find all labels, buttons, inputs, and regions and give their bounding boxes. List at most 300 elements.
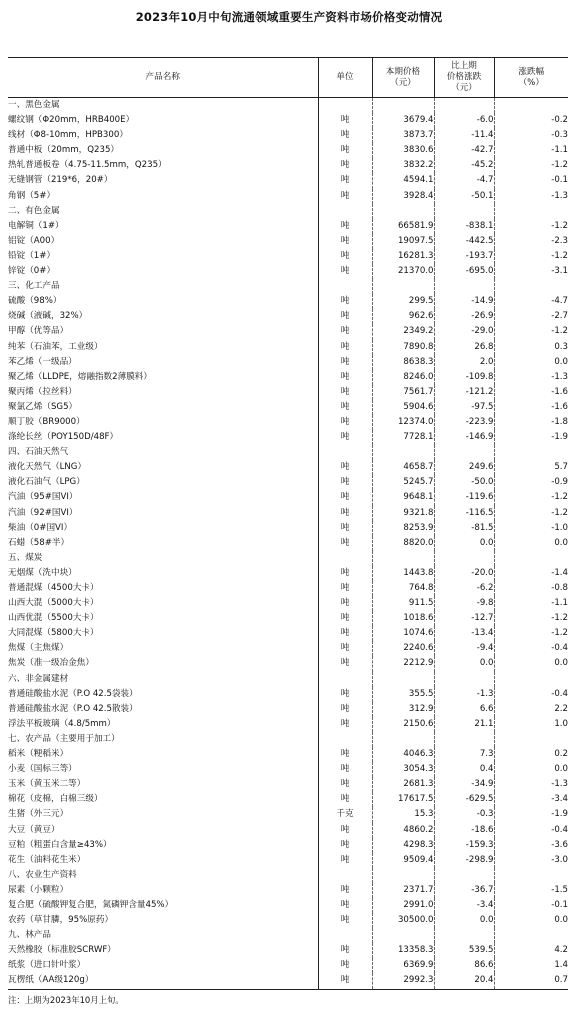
unit-cell: 吨 bbox=[318, 717, 372, 732]
unit-cell: 吨 bbox=[318, 264, 372, 279]
unit-cell: 吨 bbox=[318, 506, 372, 521]
table-row bbox=[8, 234, 568, 249]
change-cell: -442.5 bbox=[434, 234, 494, 249]
category-title: 一、黑色金属 bbox=[8, 100, 60, 110]
unit-cell: 吨 bbox=[318, 385, 372, 400]
product-name: 尿素（小颗粒） bbox=[8, 884, 69, 895]
price-cell: 12374.0 bbox=[372, 415, 434, 430]
table-row bbox=[8, 762, 568, 777]
pct-cell: -0.9 bbox=[494, 475, 568, 490]
pct-cell: -4.7 bbox=[494, 294, 568, 309]
change-cell: -18.6 bbox=[434, 823, 494, 838]
pct-cell: -1.9 bbox=[494, 807, 568, 822]
empty-cell bbox=[494, 732, 568, 747]
empty-cell bbox=[372, 279, 434, 294]
price-cell: 3054.3 bbox=[372, 762, 434, 777]
unit-cell: 吨 bbox=[318, 536, 372, 551]
unit-cell: 吨 bbox=[318, 370, 372, 385]
empty-cell bbox=[318, 928, 372, 943]
price-cell: 962.6 bbox=[372, 309, 434, 324]
pct-cell: -1.5 bbox=[494, 883, 568, 898]
product-name: 螺纹钢（Φ20mm，HRB400E） bbox=[8, 115, 135, 126]
change-cell: -50.0 bbox=[434, 475, 494, 490]
price-cell: 2991.0 bbox=[372, 898, 434, 913]
pct-cell: 0.0 bbox=[494, 762, 568, 777]
pct-cell: 5.7 bbox=[494, 460, 568, 475]
product-name: 稻米（粳稻米） bbox=[8, 749, 69, 760]
price-cell: 764.8 bbox=[372, 581, 434, 596]
empty-cell bbox=[318, 868, 372, 883]
unit-cell: 吨 bbox=[318, 792, 372, 807]
product-name: 顺丁胶（BR9000） bbox=[8, 416, 85, 427]
product-name: 硫酸（98%） bbox=[8, 296, 62, 307]
price-cell: 312.9 bbox=[372, 702, 434, 717]
price-cell: 21370.0 bbox=[372, 264, 434, 279]
change-cell: -12.7 bbox=[434, 611, 494, 626]
unit-cell: 千克 bbox=[318, 807, 372, 822]
price-cell: 3928.4 bbox=[372, 189, 434, 204]
unit-cell: 吨 bbox=[318, 581, 372, 596]
product-name: 生猪（外三元） bbox=[8, 809, 69, 820]
table-row bbox=[8, 807, 568, 822]
change-cell: 7.3 bbox=[434, 747, 494, 762]
table-row bbox=[8, 581, 568, 596]
unit-cell: 吨 bbox=[318, 762, 372, 777]
pct-cell: 4.2 bbox=[494, 943, 568, 958]
product-name: 农药（草甘膦，95%原药） bbox=[8, 915, 114, 926]
table-row bbox=[8, 898, 568, 913]
pct-cell: -1.2 bbox=[494, 324, 568, 339]
product-name: 石蜡（58#半） bbox=[8, 537, 70, 548]
pct-cell: -0.1 bbox=[494, 898, 568, 913]
category-title: 六、非金属建材 bbox=[8, 673, 69, 684]
table-row bbox=[8, 913, 568, 928]
pct-cell: -3.1 bbox=[494, 264, 568, 279]
price-cell: 3679.4 bbox=[372, 113, 434, 128]
change-cell: -20.0 bbox=[434, 566, 494, 581]
unit-cell: 吨 bbox=[318, 521, 372, 536]
table-row bbox=[8, 717, 568, 732]
empty-cell bbox=[372, 672, 434, 687]
product-name: 锌锭（0#） bbox=[8, 266, 56, 277]
empty-cell bbox=[434, 928, 494, 943]
unit-cell: 吨 bbox=[318, 853, 372, 868]
pct-cell: -1.6 bbox=[494, 385, 568, 400]
price-cell: 3873.7 bbox=[372, 128, 434, 143]
change-cell: -146.9 bbox=[434, 430, 494, 445]
price-cell: 4298.3 bbox=[372, 838, 434, 853]
change-cell: 21.1 bbox=[434, 717, 494, 732]
empty-cell bbox=[434, 551, 494, 566]
product-name: 山西优混（5500大卡） bbox=[8, 613, 99, 624]
table-row bbox=[8, 219, 568, 234]
unit-cell: 吨 bbox=[318, 219, 372, 234]
unit-cell: 吨 bbox=[318, 143, 372, 158]
pct-cell: -1.3 bbox=[494, 777, 568, 792]
price-cell: 6369.9 bbox=[372, 958, 434, 973]
price-cell: 66581.9 bbox=[372, 219, 434, 234]
price-cell: 299.5 bbox=[372, 294, 434, 309]
product-name: 花生（油料花生米） bbox=[8, 854, 86, 865]
unit-cell: 吨 bbox=[318, 128, 372, 143]
table-row bbox=[8, 475, 568, 490]
unit-cell: 吨 bbox=[318, 611, 372, 626]
empty-cell bbox=[494, 868, 568, 883]
table-row bbox=[8, 143, 568, 158]
header-change: 比上期 价格涨跌 （元） bbox=[434, 58, 494, 98]
product-name: 普通硅酸盐水泥（P.O 42.5散装） bbox=[8, 703, 138, 714]
price-cell: 8638.3 bbox=[372, 355, 434, 370]
change-cell: -13.4 bbox=[434, 626, 494, 641]
pct-cell: -1.3 bbox=[494, 189, 568, 204]
pct-cell: 1.4 bbox=[494, 958, 568, 973]
category-title: 九、林产品 bbox=[8, 930, 51, 941]
pct-cell: -1.2 bbox=[494, 611, 568, 626]
empty-cell bbox=[318, 279, 372, 294]
price-cell: 4860.2 bbox=[372, 823, 434, 838]
product-name: 聚乙烯（LLDPE，熔融指数2薄膜料） bbox=[8, 371, 152, 382]
table-row bbox=[8, 641, 568, 656]
empty-cell bbox=[372, 732, 434, 747]
pct-cell: -1.8 bbox=[494, 415, 568, 430]
table-row bbox=[8, 853, 568, 868]
product-name: 液化石油气（LPG） bbox=[8, 477, 85, 488]
pct-cell: -1.9 bbox=[494, 430, 568, 445]
category-title: 七、农产品（主要用于加工） bbox=[8, 733, 120, 744]
change-cell: -81.5 bbox=[434, 521, 494, 536]
price-cell: 8820.0 bbox=[372, 536, 434, 551]
empty-cell bbox=[434, 732, 494, 747]
empty-cell bbox=[372, 928, 434, 943]
change-cell: -9.4 bbox=[434, 641, 494, 656]
pct-cell: 2.2 bbox=[494, 702, 568, 717]
empty-cell bbox=[372, 868, 434, 883]
table-body bbox=[8, 98, 568, 990]
change-cell: -629.5 bbox=[434, 792, 494, 807]
change-cell: -119.6 bbox=[434, 490, 494, 505]
pct-cell: -1.2 bbox=[494, 219, 568, 234]
unit-cell: 吨 bbox=[318, 566, 372, 581]
category-title: 三、化工产品 bbox=[8, 281, 60, 292]
price-cell: 7728.1 bbox=[372, 430, 434, 445]
price-cell: 9648.1 bbox=[372, 490, 434, 505]
table-row bbox=[8, 490, 568, 505]
product-name: 大豆（黄豆） bbox=[8, 824, 60, 835]
price-cell: 911.5 bbox=[372, 596, 434, 611]
table-row bbox=[8, 596, 568, 611]
unit-cell: 吨 bbox=[318, 702, 372, 717]
unit-cell: 吨 bbox=[318, 415, 372, 430]
price-cell: 5904.6 bbox=[372, 400, 434, 415]
empty-cell bbox=[434, 445, 494, 460]
product-name: 角钢（5#） bbox=[8, 190, 56, 201]
price-cell: 7890.8 bbox=[372, 340, 434, 355]
table-row bbox=[8, 536, 568, 551]
unit-cell: 吨 bbox=[318, 838, 372, 853]
product-name: 液化天然气（LNG） bbox=[8, 462, 87, 473]
pct-cell: 0.0 bbox=[494, 536, 568, 551]
unit-cell: 吨 bbox=[318, 400, 372, 415]
unit-cell: 吨 bbox=[318, 113, 372, 128]
empty-cell bbox=[434, 672, 494, 687]
pct-cell: 0.0 bbox=[494, 913, 568, 928]
change-cell: 539.5 bbox=[434, 943, 494, 958]
product-name: 铝锭（A00） bbox=[8, 235, 60, 246]
product-name: 聚氯乙烯（SG5） bbox=[8, 401, 78, 412]
unit-cell: 吨 bbox=[318, 626, 372, 641]
pct-cell: -1.2 bbox=[494, 626, 568, 641]
pct-cell: -1.0 bbox=[494, 521, 568, 536]
unit-cell: 吨 bbox=[318, 430, 372, 445]
category-row bbox=[8, 928, 568, 943]
header-pct: 涨跌幅 （%） bbox=[494, 58, 568, 98]
table-row bbox=[8, 747, 568, 762]
change-cell: -109.8 bbox=[434, 370, 494, 385]
change-cell: -695.0 bbox=[434, 264, 494, 279]
category-title: 五、煤炭 bbox=[8, 552, 43, 563]
change-cell: -9.8 bbox=[434, 596, 494, 611]
pct-cell: -0.4 bbox=[494, 641, 568, 656]
empty-cell bbox=[372, 98, 434, 114]
price-cell: 8253.9 bbox=[372, 521, 434, 536]
product-name: 纯苯（石油苯，工业级） bbox=[8, 341, 103, 352]
table-row bbox=[8, 792, 568, 807]
pct-cell: -3.0 bbox=[494, 853, 568, 868]
table-row bbox=[8, 415, 568, 430]
price-cell: 2371.7 bbox=[372, 883, 434, 898]
change-cell: -838.1 bbox=[434, 219, 494, 234]
change-cell: 20.4 bbox=[434, 973, 494, 989]
table-row bbox=[8, 823, 568, 838]
price-cell: 5245.7 bbox=[372, 475, 434, 490]
unit-cell: 吨 bbox=[318, 958, 372, 973]
change-cell: -29.0 bbox=[434, 324, 494, 339]
unit-cell: 吨 bbox=[318, 355, 372, 370]
price-cell: 1074.6 bbox=[372, 626, 434, 641]
unit-cell: 吨 bbox=[318, 249, 372, 264]
price-cell: 1018.6 bbox=[372, 611, 434, 626]
table-row bbox=[8, 189, 568, 204]
category-row bbox=[8, 551, 568, 566]
change-cell: -223.9 bbox=[434, 415, 494, 430]
product-name: 山西大混（5000大卡） bbox=[8, 598, 99, 609]
pct-cell: -1.3 bbox=[494, 370, 568, 385]
product-name: 电解铜（1#） bbox=[8, 220, 64, 231]
unit-cell: 吨 bbox=[318, 158, 372, 173]
pct-cell: 0.0 bbox=[494, 656, 568, 671]
price-cell: 9321.8 bbox=[372, 506, 434, 521]
table-row bbox=[8, 430, 568, 445]
product-name: 苯乙烯（一级品） bbox=[8, 356, 77, 367]
category-row bbox=[8, 98, 568, 114]
change-cell: -36.7 bbox=[434, 883, 494, 898]
table-row bbox=[8, 883, 568, 898]
category-row bbox=[8, 445, 568, 460]
change-cell: 0.4 bbox=[434, 762, 494, 777]
product-name: 铅锭（1#） bbox=[8, 250, 56, 261]
product-name: 普通混煤（4500大卡） bbox=[8, 583, 99, 593]
empty-cell bbox=[494, 98, 568, 114]
pct-cell: 0.3 bbox=[494, 340, 568, 355]
price-cell: 19097.5 bbox=[372, 234, 434, 249]
table-row bbox=[8, 521, 568, 536]
price-cell: 13358.3 bbox=[372, 943, 434, 958]
unit-cell: 吨 bbox=[318, 898, 372, 913]
pct-cell: -1.4 bbox=[494, 566, 568, 581]
product-name: 柴油（0#国VI） bbox=[8, 522, 73, 533]
product-name: 无缝钢管（219*6，20#） bbox=[8, 175, 113, 186]
table-row bbox=[8, 264, 568, 279]
price-cell: 17617.5 bbox=[372, 792, 434, 807]
change-cell: -97.5 bbox=[434, 400, 494, 415]
pct-cell: 0.7 bbox=[494, 973, 568, 989]
price-cell: 2150.6 bbox=[372, 717, 434, 732]
table-row bbox=[8, 943, 568, 958]
table-row bbox=[8, 777, 568, 792]
category-row bbox=[8, 204, 568, 219]
unit-cell: 吨 bbox=[318, 189, 372, 204]
product-name: 聚丙烯（拉丝料） bbox=[8, 386, 77, 397]
unit-cell: 吨 bbox=[318, 596, 372, 611]
page-title: 2023年10月中旬流通领域重要生产资料市场价格变动情况 bbox=[135, 10, 443, 24]
product-name: 无烟煤（洗中块） bbox=[8, 567, 77, 578]
table-row bbox=[8, 113, 568, 128]
pct-cell: 1.0 bbox=[494, 717, 568, 732]
empty-cell bbox=[318, 445, 372, 460]
product-name: 焦煤（主焦煤） bbox=[8, 643, 69, 654]
change-cell: -26.9 bbox=[434, 309, 494, 324]
table-row bbox=[8, 355, 568, 370]
product-name: 涤纶长丝（POY150D/48F） bbox=[8, 432, 119, 443]
empty-cell bbox=[434, 98, 494, 114]
empty-cell bbox=[318, 551, 372, 566]
table-row bbox=[8, 687, 568, 702]
table-row bbox=[8, 702, 568, 717]
price-cell: 2349.2 bbox=[372, 324, 434, 339]
price-cell: 3830.6 bbox=[372, 143, 434, 158]
empty-cell bbox=[318, 672, 372, 687]
pct-cell: -3.4 bbox=[494, 792, 568, 807]
pct-cell: -2.7 bbox=[494, 309, 568, 324]
pct-cell: 0.0 bbox=[494, 355, 568, 370]
change-cell: -193.7 bbox=[434, 249, 494, 264]
change-cell: -6.2 bbox=[434, 581, 494, 596]
unit-cell: 吨 bbox=[318, 234, 372, 249]
price-table bbox=[8, 57, 568, 990]
unit-cell: 吨 bbox=[318, 460, 372, 475]
unit-cell: 吨 bbox=[318, 294, 372, 309]
unit-cell: 吨 bbox=[318, 687, 372, 702]
pct-cell: -1.2 bbox=[494, 158, 568, 173]
empty-cell bbox=[318, 98, 372, 114]
table-row bbox=[8, 309, 568, 324]
empty-cell bbox=[494, 551, 568, 566]
product-name: 复合肥（硫酸钾复合肥，氮磷钾含量45%） bbox=[8, 899, 174, 910]
change-cell: 0.0 bbox=[434, 913, 494, 928]
change-cell: -4.7 bbox=[434, 173, 494, 188]
empty-cell bbox=[494, 445, 568, 460]
empty-cell bbox=[434, 279, 494, 294]
table-row bbox=[8, 324, 568, 339]
change-cell: 26.8 bbox=[434, 340, 494, 355]
empty-cell bbox=[494, 672, 568, 687]
table-row bbox=[8, 566, 568, 581]
unit-cell: 吨 bbox=[318, 173, 372, 188]
change-cell: 2.0 bbox=[434, 355, 494, 370]
unit-cell: 吨 bbox=[318, 747, 372, 762]
pct-cell: -1.2 bbox=[494, 506, 568, 521]
empty-cell bbox=[372, 551, 434, 566]
pct-cell: -0.2 bbox=[494, 113, 568, 128]
product-name: 瓦楞纸（AA级120g） bbox=[8, 973, 318, 989]
product-name: 普通硅酸盐水泥（P.O 42.5袋装） bbox=[8, 688, 138, 699]
unit-cell: 吨 bbox=[318, 475, 372, 490]
unit-cell: 吨 bbox=[318, 943, 372, 958]
price-cell: 2992.3 bbox=[372, 973, 434, 989]
unit-cell: 吨 bbox=[318, 340, 372, 355]
product-name: 普通中板（20mm，Q235） bbox=[8, 145, 120, 156]
change-cell: -34.9 bbox=[434, 777, 494, 792]
unit-cell: 吨 bbox=[318, 777, 372, 792]
table-row bbox=[8, 385, 568, 400]
pct-cell: 0.2 bbox=[494, 747, 568, 762]
change-cell: 86.6 bbox=[434, 958, 494, 973]
price-cell: 16281.3 bbox=[372, 249, 434, 264]
header-name: 产品名称 bbox=[8, 58, 318, 98]
empty-cell bbox=[372, 445, 434, 460]
header-price: 本期价格 （元） bbox=[372, 58, 434, 98]
change-cell: -116.5 bbox=[434, 506, 494, 521]
price-cell: 2212.9 bbox=[372, 656, 434, 671]
header-unit: 单位 bbox=[318, 58, 372, 98]
table-row bbox=[8, 838, 568, 853]
table-row bbox=[8, 370, 568, 385]
table-row bbox=[8, 173, 568, 188]
product-name: 小麦（国标三等） bbox=[8, 764, 77, 775]
table-row bbox=[8, 400, 568, 415]
table-row bbox=[8, 460, 568, 475]
product-name: 汽油（95#国VI） bbox=[8, 492, 78, 503]
price-cell: 1443.8 bbox=[372, 566, 434, 581]
change-cell: -50.1 bbox=[434, 189, 494, 204]
unit-cell: 吨 bbox=[318, 973, 372, 989]
price-cell: 4658.7 bbox=[372, 460, 434, 475]
price-cell: 9509.4 bbox=[372, 853, 434, 868]
price-cell: 2240.6 bbox=[372, 641, 434, 656]
unit-cell: 吨 bbox=[318, 883, 372, 898]
unit-cell: 吨 bbox=[318, 490, 372, 505]
unit-cell: 吨 bbox=[318, 913, 372, 928]
product-name: 浮法平板玻璃（4.8/5mm） bbox=[8, 718, 116, 729]
table-row bbox=[8, 294, 568, 309]
table-row bbox=[8, 656, 568, 671]
product-name: 热轧普通板卷（4.75-11.5mm，Q235） bbox=[8, 160, 167, 171]
category-title: 二、有色金属 bbox=[8, 205, 60, 216]
category-row bbox=[8, 868, 568, 883]
change-cell: -121.2 bbox=[434, 385, 494, 400]
price-cell: 8246.0 bbox=[372, 370, 434, 385]
pct-cell: -2.3 bbox=[494, 234, 568, 249]
empty-cell bbox=[318, 732, 372, 747]
pct-cell: -0.4 bbox=[494, 687, 568, 702]
product-name: 天然橡胶（标准胶SCRWF） bbox=[8, 945, 116, 956]
table-row bbox=[8, 506, 568, 521]
pct-cell: -0.1 bbox=[494, 173, 568, 188]
pct-cell: -0.3 bbox=[494, 128, 568, 143]
product-name: 甲醇（优等品） bbox=[8, 326, 69, 337]
change-cell: -298.9 bbox=[434, 853, 494, 868]
price-cell: 4046.3 bbox=[372, 747, 434, 762]
